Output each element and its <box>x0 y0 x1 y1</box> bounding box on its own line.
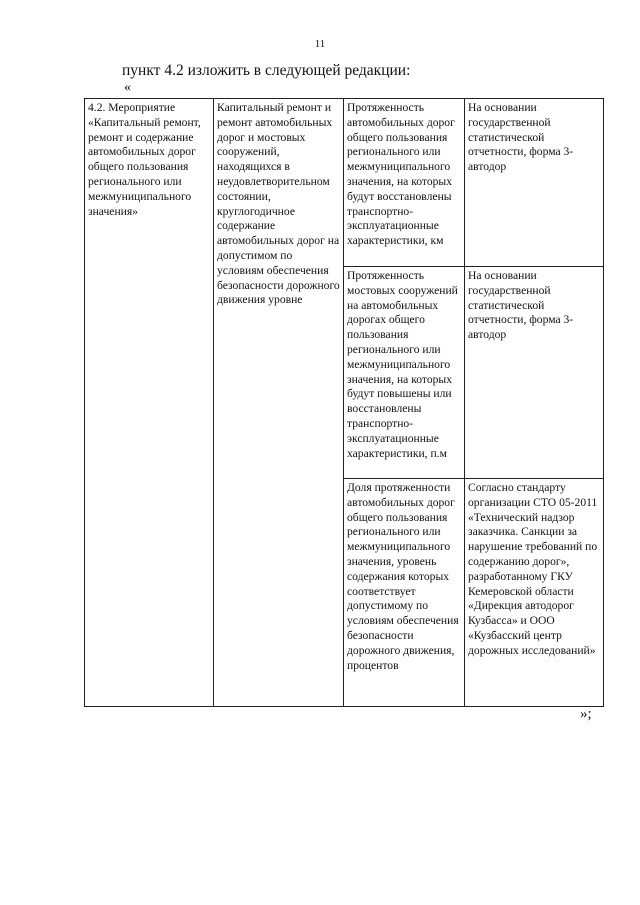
page-number: 11 <box>314 38 326 50</box>
measure-table <box>84 98 604 707</box>
data-source-cell: На основании государственной статистической отчетности, форма 3-автодор <box>465 267 604 479</box>
measure-name-cell: 4.2. Мероприятие «Капитальный ремонт, ремонт и содержание автомобильных дорог общего пользования регионального или межмуниципального значения» <box>85 99 214 707</box>
data-source-cell: Согласно стандарту организации СТО 05-2011 «Технический надзор заказчика. Санкции за нарушение требований по содержанию дорог», разработанному ГКУ Кемеровской области «Дирекция автодорог Кузбасса» и ООО «Кузбасский центр дорожных исследований» <box>465 479 604 707</box>
table-row <box>85 99 604 267</box>
opening-quote-mark: « <box>124 80 131 95</box>
amendment-intro: пункт 4.2 изложить в следующей редакции: <box>122 62 411 79</box>
indicator-cell: Протяженность автомобильных дорог общего пользования регионального или межмуниципального значения, на которых будут восстановлены транспортно-эксплуатационные характеристики, км <box>344 99 465 267</box>
measure-description-cell: Капитальный ремонт и ремонт автомобильных дорог и мостовых сооружений, находящихся в неудовлетворительном состоянии, круглогодичное содержание автомобильных дорог на допустимом по условиям обеспечения безопасности дорожного движения уровне <box>214 99 344 707</box>
data-source-cell: На основании государственной статистической отчетности, форма 3-автодор <box>465 99 604 267</box>
closing-quote-mark: »; <box>580 706 592 722</box>
indicator-cell: Протяженность мостовых сооружений на автомобильных дорогах общего пользования регионального или межмуниципального значения, на которых будут повышены или восстановлены транспортно-эксплуатационные характеристики, п.м <box>344 267 465 479</box>
indicator-cell: Доля протяженности автомобильных дорог общего пользования регионального или межмуниципального значения, уровень содержания которых соответствует допустимому по условиям обеспечения безопасности дорожного движения, процентов <box>344 479 465 707</box>
